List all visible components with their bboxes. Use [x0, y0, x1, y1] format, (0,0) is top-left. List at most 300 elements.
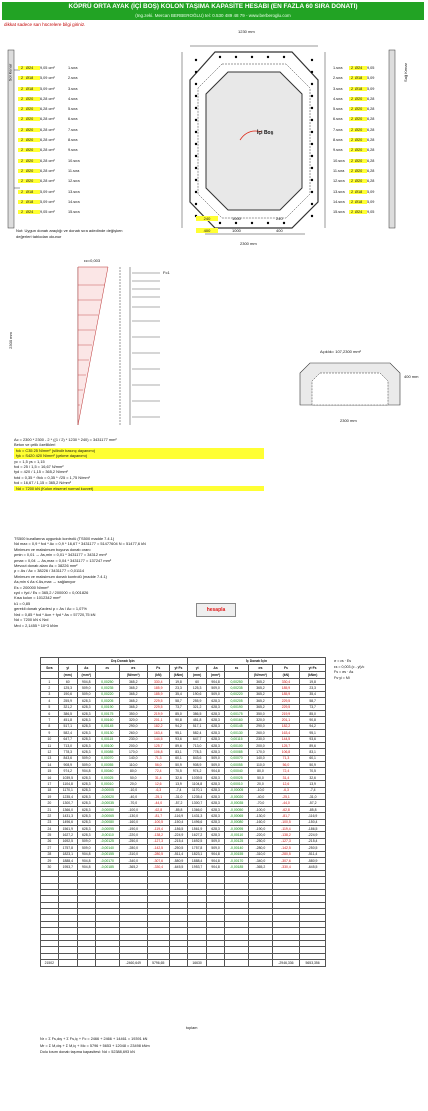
table-cell: 163,4	[147, 730, 169, 736]
table-cell: 1757,8	[187, 845, 206, 851]
rebar-count[interactable]: 2	[350, 189, 354, 194]
rebar-count[interactable]: 2	[350, 96, 354, 101]
rebar-count[interactable]: 2	[18, 159, 26, 163]
table-cell: -0,00185	[224, 864, 248, 870]
table-cell: 1757,8	[58, 845, 77, 851]
rebar-row-label: 13.sıra	[333, 189, 345, 194]
table-cell: 56,0	[147, 762, 169, 768]
table-header-cell: Sıra	[41, 665, 59, 672]
rebar-diameter[interactable]: Ø20	[355, 148, 367, 152]
table-cell: 219,9	[272, 710, 300, 716]
table-cell: 185,9	[147, 685, 169, 691]
calc-line: ρmin = 0,01 → As,min = 0,01 * 3431177 = 34312 mm²	[14, 552, 107, 558]
rebar-count[interactable]: 2	[18, 190, 26, 194]
table-cell: 80,0	[249, 768, 272, 774]
calc-line: fyk = S420 420 N/mm² (çekme dayanımı)	[14, 453, 264, 458]
rebar-count[interactable]: 2	[18, 76, 26, 80]
table-cell: 60,1	[170, 755, 188, 761]
table-cell: -62,8	[272, 806, 300, 812]
table-cell: 647,7	[187, 736, 206, 742]
table-unit-cell	[224, 672, 248, 679]
table-cell: 229,5	[272, 704, 300, 710]
rebar-diameter[interactable]: Ø20	[26, 159, 40, 163]
table-cell: 85,0	[170, 710, 188, 716]
table-cell: 28	[41, 851, 59, 857]
rebar-count[interactable]: 2	[350, 66, 354, 70]
table-cell: 1431,3	[58, 813, 77, 819]
rebar-area: 6,28	[367, 117, 375, 122]
rebar-diameter[interactable]: Ø20	[26, 117, 40, 121]
table-cell: 0,00160	[224, 717, 248, 723]
bottom-dim2-mid: 1000	[232, 228, 241, 233]
table-cell: -0,00155	[224, 851, 248, 857]
right-rebar-row	[333, 138, 393, 148]
table-cell: 365,2	[119, 691, 147, 697]
bottom-dim-left[interactable]: 240	[196, 216, 218, 221]
table-cell: 0,00235	[95, 685, 119, 691]
table-total-cell: 16630	[187, 960, 206, 966]
rebar-row-label: 1.sıra	[333, 66, 343, 70]
table-cell: 56,0	[272, 762, 300, 768]
rebar-row-label: 2.sıra	[333, 76, 343, 81]
rebar-area: 6,28 cm²	[40, 179, 55, 184]
table-cell: 0,00235	[224, 685, 248, 691]
table-cell: 144,5	[272, 736, 300, 742]
table-cell: -280,5	[272, 851, 300, 857]
table-header-cell: As	[207, 665, 225, 672]
table-cell: 321,2	[187, 704, 206, 710]
rebar-area: 6,28 cm²	[40, 158, 55, 163]
table-cell: 23	[41, 819, 59, 825]
rebar-diameter[interactable]: Ø20	[355, 159, 367, 163]
rebar-area: 6,28	[367, 179, 375, 184]
table-cell: 628,3	[77, 704, 95, 710]
rebar-row-label: 9.sıra	[333, 148, 343, 153]
table-cell: 628,3	[77, 800, 95, 806]
table-cell: 628,3	[207, 787, 225, 793]
table-cell: 904,8	[77, 851, 95, 857]
table-cell: 106,8	[147, 749, 169, 755]
table-cell: -580,9	[170, 857, 188, 863]
table-cell: 190,6	[187, 691, 206, 697]
title-bar	[2, 2, 424, 20]
left-rebar-list	[18, 66, 148, 220]
rebar-diameter[interactable]: Ø20	[355, 107, 367, 111]
table-cell: 14	[41, 762, 59, 768]
totals-label: toplam	[186, 1026, 198, 1030]
table-cell: 110,0	[249, 762, 272, 768]
rebar-count[interactable]: 2	[18, 66, 26, 70]
calculation-block	[14, 437, 264, 491]
rebar-area: 9,05 cm²	[40, 66, 55, 70]
table-cell: 70,5	[170, 768, 188, 774]
rebar-row-label: 4.sıra	[68, 96, 78, 101]
table-cell: 190,6	[58, 691, 77, 697]
left-rebar-row	[18, 128, 148, 138]
left-rebar-row	[18, 87, 148, 97]
table-cell: 0,00175	[224, 710, 248, 716]
rebar-count[interactable]: 2	[350, 179, 354, 184]
table-cell: 0,00010	[95, 781, 119, 787]
table-cell: 1300,7	[187, 800, 206, 806]
table-cell: 628,3	[207, 813, 225, 819]
rebar-count[interactable]: 2	[350, 127, 354, 132]
table-total-cell: 5653,356	[300, 960, 326, 966]
table-cell: 386,5	[187, 710, 206, 716]
rebar-row-label: 8.sıra	[333, 138, 343, 143]
rebar-count[interactable]: 2	[350, 107, 354, 112]
rebar-count[interactable]: 2	[350, 199, 354, 204]
rebar-diameter[interactable]: Ø18	[26, 87, 40, 91]
left-rebar-row	[18, 148, 148, 158]
table-cell: -142,5	[147, 845, 169, 851]
table-cell: 290,0	[249, 723, 272, 729]
table-cell: 904,8	[207, 851, 225, 857]
table-cell: -220,0	[119, 832, 147, 838]
table-cell: 0,00250	[224, 679, 248, 685]
bottom-dim-mid: 1000	[232, 216, 241, 221]
table-cell: -220,0	[249, 832, 272, 838]
rebar-count[interactable]: 2	[18, 128, 26, 132]
table-totals-row	[41, 960, 326, 966]
table-cell: 0,00025	[95, 774, 119, 780]
rebar-diameter[interactable]: Ø24	[26, 210, 40, 214]
right-rebar-row	[333, 97, 393, 107]
table-cell: -0,00065	[224, 813, 248, 819]
table-cell: -215,4	[170, 838, 188, 844]
table-cell: 908,9	[187, 762, 206, 768]
table-cell: -116,9	[300, 813, 326, 819]
rebar-row-label: 6.sıra	[68, 117, 78, 122]
rebar-diameter[interactable]: Ø18	[26, 200, 40, 204]
table-cell: -44,0	[147, 800, 169, 806]
table-cell: 0,00190	[95, 704, 119, 710]
rebar-count[interactable]: 2	[18, 200, 26, 204]
table-cell: 628,3	[77, 787, 95, 793]
table-cell: 330,4	[147, 679, 169, 685]
legend-line: σ = εs · Es	[334, 659, 352, 663]
rebar-count[interactable]: 2	[18, 148, 26, 152]
table-cell: -0,00035	[224, 800, 248, 806]
table-cell: 0,00175	[95, 710, 119, 716]
table-cell: 83,1	[170, 749, 188, 755]
rebar-count[interactable]: 2	[350, 158, 354, 163]
rebar-count[interactable]: 2	[350, 168, 354, 173]
table-cell: 628,3	[207, 730, 225, 736]
rebar-count[interactable]: 2	[18, 179, 26, 183]
rebar-diameter[interactable]: Ø20	[26, 138, 40, 142]
rebar-area: 6,28	[367, 168, 375, 173]
table-cell: 1627,2	[187, 832, 206, 838]
table-cell: 13,9	[170, 781, 188, 787]
rebar-diameter[interactable]: Ø20	[26, 97, 40, 101]
table-cell: 628,3	[77, 806, 95, 812]
bottom-dim2-right: 400	[276, 228, 283, 233]
calc-line: fcd = 25 / 1,5 = 16,67 N/mm²	[14, 464, 64, 470]
rebar-row-label: 14.sıra	[68, 199, 80, 204]
table-cell: -224,9	[170, 832, 188, 838]
rebar-count[interactable]: 2	[350, 148, 354, 153]
table-cell: 843,6	[58, 755, 77, 761]
rebar-row-label: 5.sıra	[68, 107, 78, 112]
table-cell: 350,0	[119, 710, 147, 716]
table-cell: 1561,9	[187, 825, 206, 831]
table-cell: -0,00125	[224, 838, 248, 844]
rebar-diameter[interactable]: Ø18	[26, 190, 40, 194]
table-cell: -250,0	[249, 838, 272, 844]
table-cell: 0,00085	[95, 749, 119, 755]
table-cell: 365,2	[249, 685, 272, 691]
ecu-label: εc=0,003	[84, 258, 101, 263]
rebar-row-label: 15.sıra	[333, 210, 345, 215]
table-cell: 628,3	[207, 749, 225, 755]
table-cell: 32,6	[170, 774, 188, 780]
table-unit-cell: (mm²)	[77, 672, 95, 679]
rebar-count[interactable]: 2	[350, 117, 354, 122]
left-side-label: Sol Kenar	[7, 63, 13, 82]
rebar-count[interactable]: 2	[350, 76, 354, 81]
table-cell: 904,8	[207, 679, 225, 685]
table-cell: -85,8	[300, 806, 326, 812]
table-cell: 290,0	[119, 723, 147, 729]
rebar-diameter[interactable]: Ø20	[26, 148, 40, 152]
table-unit-cell: (mm²)	[207, 672, 225, 679]
rebar-row-label: 11.sıra	[333, 168, 345, 173]
table-cell: 1039,5	[58, 774, 77, 780]
rebar-diameter[interactable]: Ø20	[26, 179, 40, 183]
table-cell: -10,0	[249, 787, 272, 793]
rebar-count[interactable]: 2	[18, 210, 26, 214]
rebar-count[interactable]: 2	[18, 117, 26, 121]
table-cell: 0,00220	[224, 691, 248, 697]
table-cell: 94,2	[300, 723, 326, 729]
table-cell: 509,0	[77, 845, 95, 851]
rebar-area: 6,28	[367, 138, 375, 143]
table-cell: 1496,6	[58, 819, 77, 825]
table-cell: -127,3	[147, 838, 169, 844]
yellow-cells-note: dikkat sadece sarı hücrelere bilgi giriniz.	[4, 22, 86, 27]
table-cell: -307,6	[272, 857, 300, 863]
left-rebar-row	[18, 117, 148, 127]
table-cell: -0,00005	[95, 787, 119, 793]
rebar-count[interactable]: 2	[18, 169, 26, 173]
table-cell: 2	[41, 685, 59, 691]
calc-line: Minimum ve maksimum donatı kontrolü (madde 7.4.1)	[14, 573, 107, 579]
rebar-diameter[interactable]: Ø20	[355, 169, 367, 173]
table-cell: -62,8	[147, 806, 169, 812]
load-label: Fc1	[163, 270, 170, 275]
table-cell: 509,0	[207, 691, 225, 697]
table-cell: 843,6	[187, 755, 206, 761]
table-header-cell: yi·Fs	[300, 665, 326, 672]
table-cell: 628,3	[207, 710, 225, 716]
table-cell: 1496,6	[187, 819, 206, 825]
table-cell: -130,0	[249, 813, 272, 819]
table-cell: 229,5	[147, 698, 169, 704]
table-cell: 0,00100	[224, 742, 248, 748]
table-cell: 1888,4	[58, 857, 77, 863]
rebar-diameter[interactable]: Ø20	[355, 179, 367, 183]
table-cell: 72,4	[147, 768, 169, 774]
table-cell: 0,00130	[95, 730, 119, 736]
calc-line: Ac = 2300 * 2300 - 2 * ((1 / 2) * 1230 * 240) = 3431177 mm²	[14, 437, 117, 442]
small-section-width: 2300 mm	[340, 418, 357, 423]
rebar-count[interactable]: 2	[18, 87, 26, 91]
table-cell: 70,5	[300, 768, 326, 774]
table-total-cell: 5796,65	[147, 960, 169, 966]
table-cell: 0,00250	[95, 679, 119, 685]
table-cell: 20	[41, 800, 59, 806]
table-cell: 20,0	[119, 781, 147, 787]
rebar-diameter[interactable]: Ø24	[355, 66, 367, 70]
table-cell: 350,0	[249, 710, 272, 716]
rebar-count[interactable]: 2	[18, 107, 26, 111]
rebar-row-label: 5.sıra	[333, 107, 343, 112]
table-cell: 73,7	[170, 704, 188, 710]
table-cell: -186,5	[170, 825, 188, 831]
table-cell: 50,9	[170, 762, 188, 768]
table-cell: -0,00170	[95, 857, 119, 863]
calc-line: εyd = fyd / Es = 365,2 / 200000 = 0,001826	[14, 590, 89, 596]
rebar-count[interactable]: 2	[350, 210, 354, 215]
table-cell: 628,3	[207, 806, 225, 812]
table-cell: 0,00025	[224, 774, 248, 780]
bottom-dim-right: 240	[276, 216, 283, 221]
table-cell: 95,1	[170, 730, 188, 736]
table-cell: 229,5	[272, 698, 300, 704]
table-total-cell: -2460,649	[119, 960, 147, 966]
table-cell: -365,2	[249, 864, 272, 870]
table-group-inner: İç Donatı İçin	[187, 658, 325, 665]
table-cell: 93,6	[170, 736, 188, 742]
rebar-diameter[interactable]: Ø20	[26, 128, 40, 132]
rebar-area: 9,05 cm²	[40, 210, 55, 215]
table-cell: -190,0	[119, 825, 147, 831]
rebar-diameter[interactable]: Ø20	[355, 97, 367, 101]
left-rebar-row	[18, 76, 148, 86]
rebar-diameter[interactable]: Ø18	[355, 87, 367, 91]
table-cell: 509,0	[207, 762, 225, 768]
rebar-row-label: 14.sıra	[333, 199, 345, 204]
table-cell: 451,8	[187, 717, 206, 723]
rebar-diameter[interactable]: Ø20	[26, 169, 40, 173]
rebar-diameter[interactable]: Ø20	[355, 128, 367, 132]
table-total-cell	[224, 960, 248, 966]
table-cell: -645,5	[300, 864, 326, 870]
table-cell: 509,0	[207, 838, 225, 844]
table-cell: -25,1	[272, 794, 300, 800]
table-cell: 778,3	[187, 749, 206, 755]
table-cell: 11	[41, 742, 59, 748]
table-cell: -250,0	[119, 838, 147, 844]
rebar-count[interactable]: 2	[18, 97, 26, 101]
rebar-area: 6,28 cm²	[40, 107, 55, 112]
table-cell: -511,4	[300, 851, 326, 857]
table-cell: -138,2	[147, 832, 169, 838]
calc-line: As,min ≤ As ≤ As,max → sağlanıyor	[14, 579, 76, 585]
table-cell: -7,4	[300, 787, 326, 793]
rebar-diameter[interactable]: Ø18	[355, 76, 367, 80]
table-cell: 6	[41, 710, 59, 716]
table-cell: -70,0	[119, 800, 147, 806]
table-cell: 628,3	[207, 819, 225, 825]
rebar-diameter[interactable]: Ø20	[355, 138, 367, 142]
table-cell: 19	[41, 794, 59, 800]
table-cell: -0,00020	[95, 794, 119, 800]
rebar-count[interactable]: 2	[18, 138, 26, 142]
table-cell: 58,7	[170, 698, 188, 704]
right-rebar-row	[333, 210, 393, 220]
rebar-area: 6,28 cm²	[40, 96, 55, 101]
rebar-area: 6,28 cm²	[40, 168, 55, 173]
table-cell: 20,0	[249, 781, 272, 787]
table-cell: 32,6	[300, 774, 326, 780]
calc-line: fck = C35 25 N/mm² (silindir basınç dayanımı)	[14, 448, 264, 453]
rebar-diameter[interactable]: Ø18	[355, 190, 367, 194]
rebar-count[interactable]: 2	[350, 138, 354, 143]
table-cell: 1039,5	[187, 774, 206, 780]
table-cell: 1953,7	[187, 864, 206, 870]
table-cell: 23,3	[170, 685, 188, 691]
calculate-button[interactable]: hesapla	[196, 603, 236, 617]
table-cell: 4	[41, 698, 59, 704]
table-cell: 93,6	[300, 736, 326, 742]
table-cell: 144,5	[147, 736, 169, 742]
rebar-diameter[interactable]: Ø20	[355, 117, 367, 121]
table-header-cell: εs	[95, 665, 119, 672]
table-header-cell: yi	[58, 665, 77, 672]
table-cell: -186,5	[300, 825, 326, 831]
right-rebar-row	[333, 190, 393, 200]
calc-line: ρmax = 0,04 → As,max = 0,04 * 3431177 = 137247 mm²	[14, 557, 112, 563]
table-cell: 1823,1	[58, 851, 77, 857]
summary-line: Nr = Σ Fs,dış + Σ Fs,iç + Fc = 2466 + 2466 + 14461 = 19391 kN	[40, 1037, 148, 1041]
table-cell: 628,3	[77, 794, 95, 800]
table-cell: -310,0	[249, 851, 272, 857]
table-cell: 0,00115	[224, 736, 248, 742]
table-cell: 386,5	[58, 710, 77, 716]
table-cell: -70,0	[249, 800, 272, 806]
table-cell: 628,3	[207, 704, 225, 710]
calc-line: TS500 kurallarına uygunluk kontrolü (TS500 madde 7.4.1)	[14, 536, 115, 541]
calc-line: Nd = 7200 kN ≤ Nrd	[14, 617, 49, 623]
table-cell: 27	[41, 845, 59, 851]
table-cell: 0,00010	[224, 781, 248, 787]
table-unit-cell: (mm)	[187, 672, 206, 679]
rebar-diameter[interactable]: Ø24	[26, 66, 40, 70]
rebar-diameter[interactable]: Ø18	[26, 76, 40, 80]
table-cell: 0,00130	[224, 730, 248, 736]
table-cell: -215,4	[300, 838, 326, 844]
rebar-count[interactable]: 2	[350, 86, 354, 91]
rebar-diameter[interactable]: Ø18	[355, 200, 367, 204]
table-cell: -150,4	[170, 819, 188, 825]
table-cell: -100,0	[249, 806, 272, 812]
table-cell: 1366,0	[58, 806, 77, 812]
rebar-diameter[interactable]: Ø20	[26, 107, 40, 111]
table-unit-cell: (N/mm²)	[119, 672, 147, 679]
rebar-area: 5,09 cm²	[40, 189, 55, 194]
legend-line: εs = 0,003 (c - yi)/c	[334, 664, 365, 669]
table-cell: 330,4	[272, 679, 300, 685]
rebar-diameter[interactable]: Ø24	[355, 210, 367, 214]
table-cell: 628,3	[77, 819, 95, 825]
table-header-cell: yi·Fs	[170, 665, 188, 672]
bottom-dim2-left[interactable]: 400	[196, 228, 218, 233]
table-cell: 125,7	[147, 742, 169, 748]
table-unit-cell: (N/mm²)	[249, 672, 272, 679]
table-cell: -0,00125	[95, 838, 119, 844]
